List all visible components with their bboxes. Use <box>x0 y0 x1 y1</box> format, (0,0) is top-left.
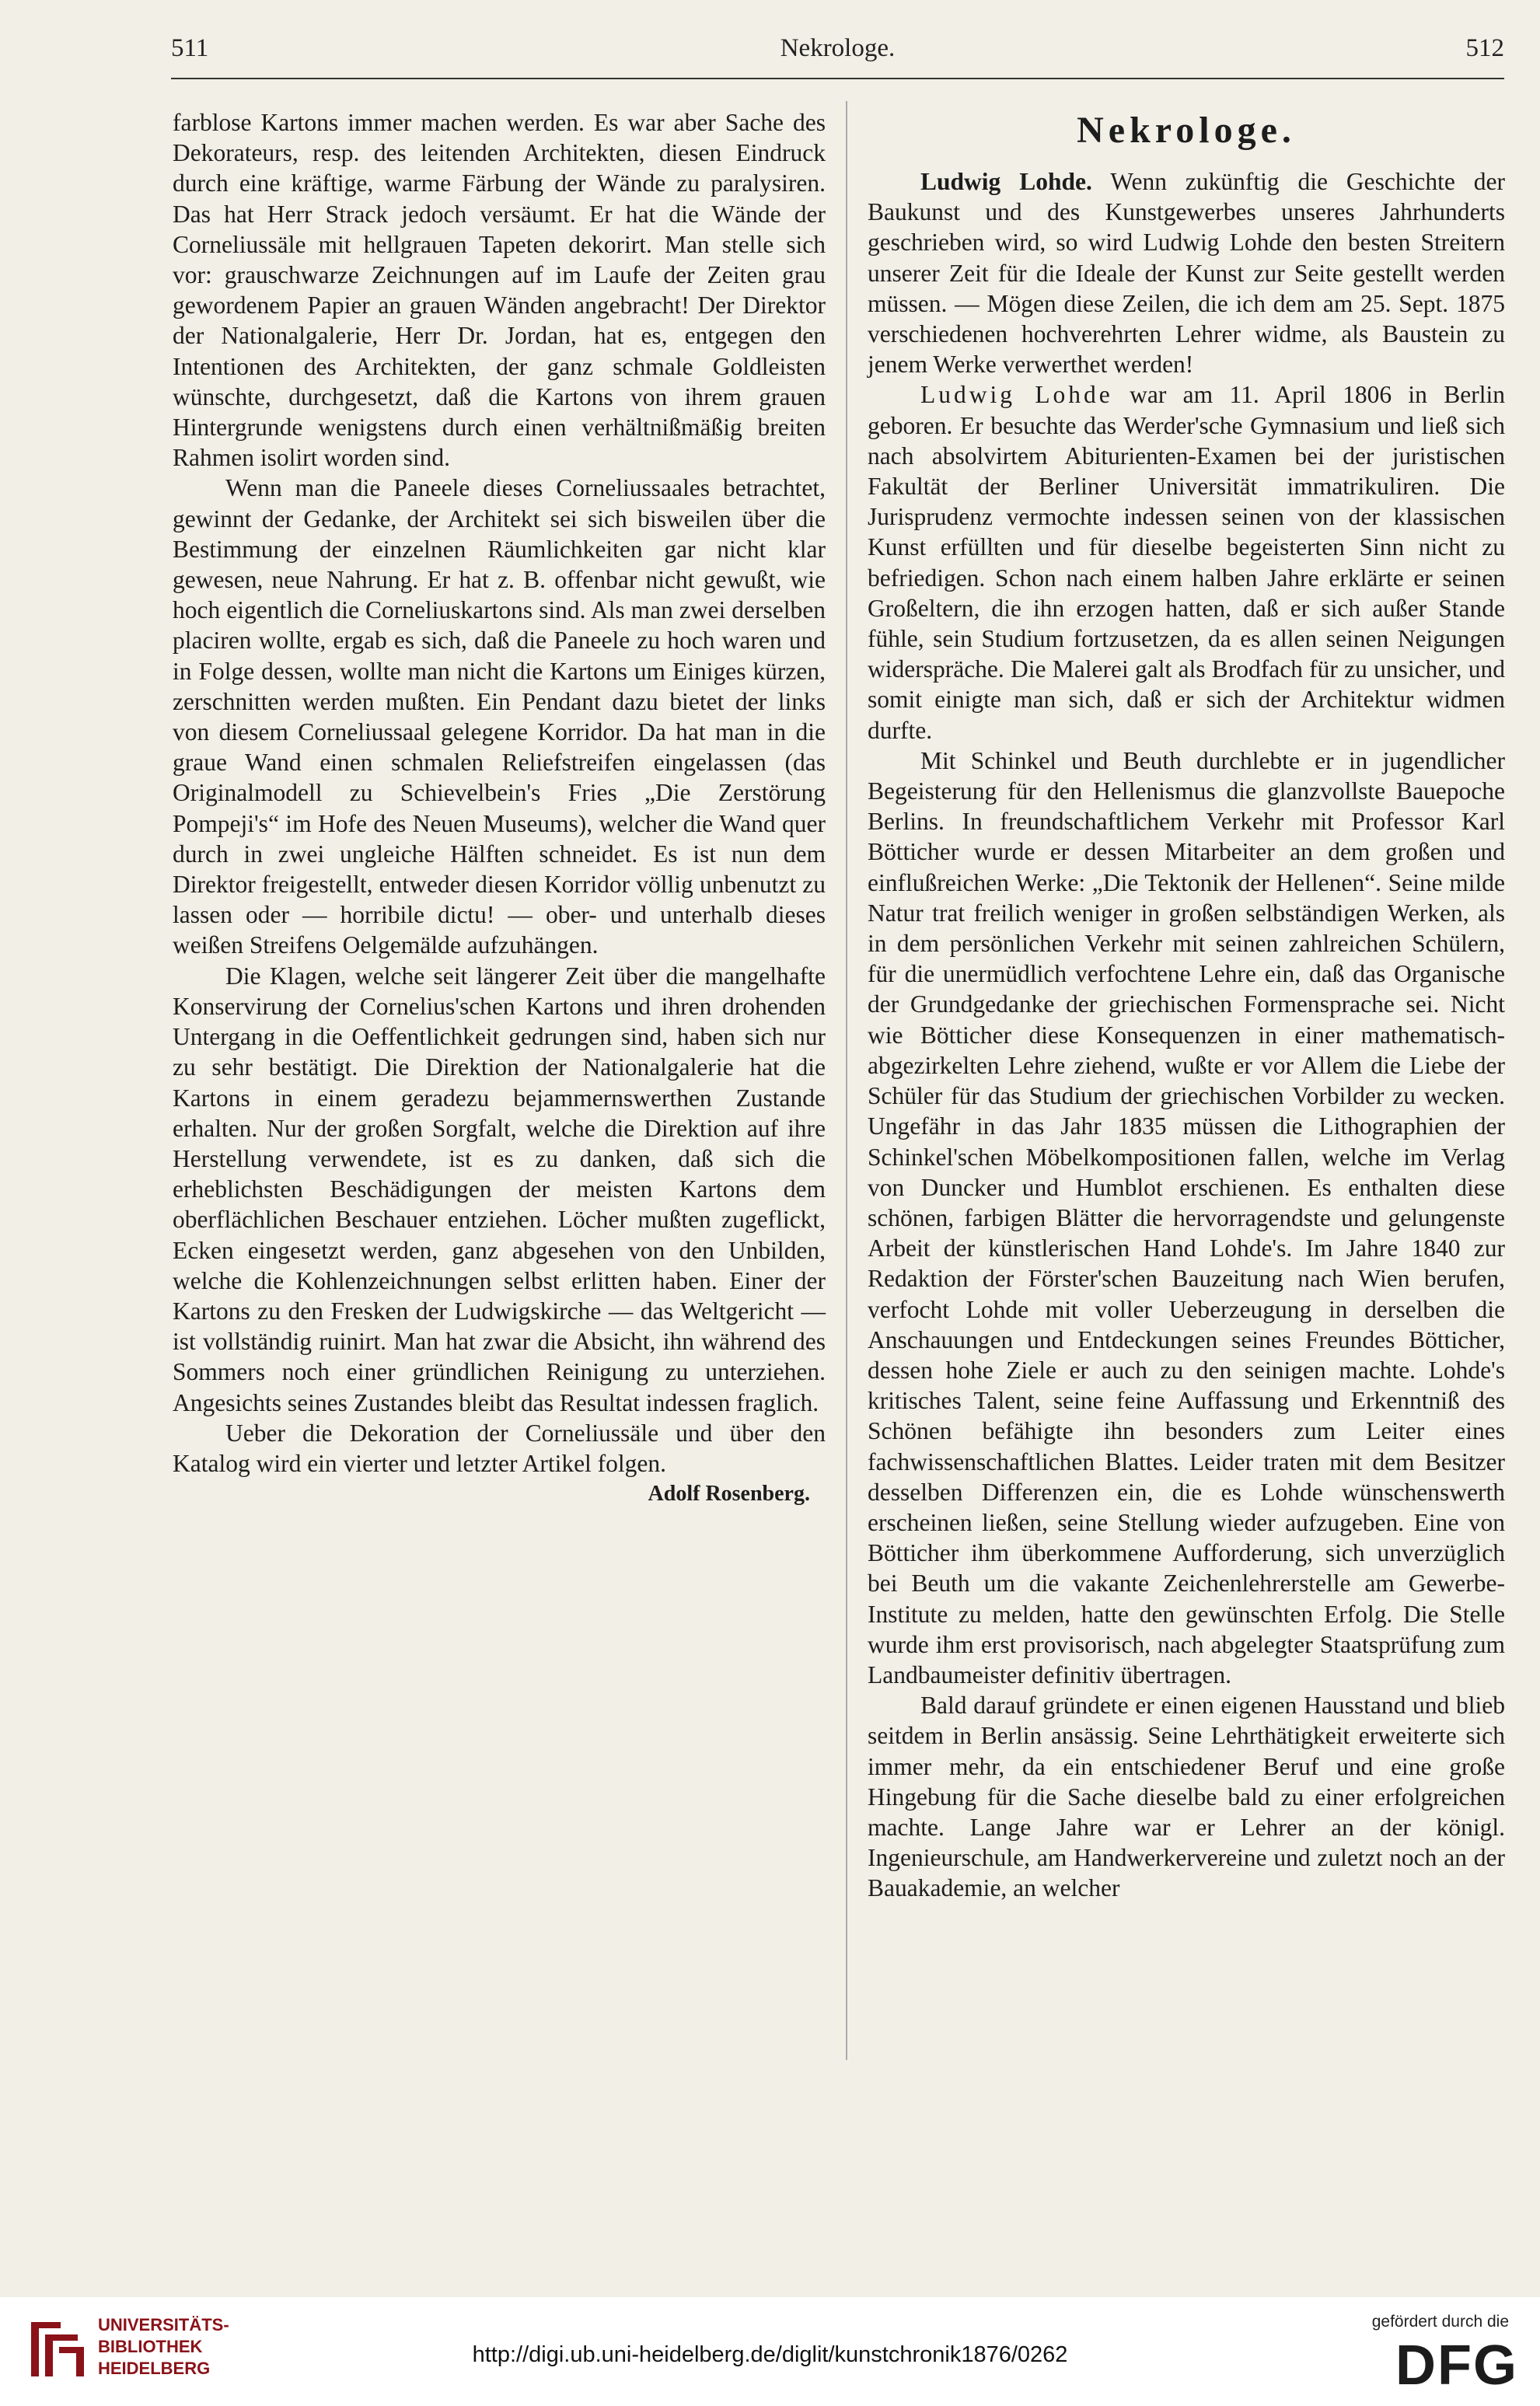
right-paragraph-1 <box>868 166 1505 379</box>
dfg-logo: DFG <box>1395 2334 1518 2397</box>
right-paragraph-2 <box>868 379 1505 745</box>
left-paragraph-4: Ueber die Dekoration der Corneliussäle und über den Katalog wird ein vierter und letzter Artikel folgen. <box>173 1419 826 1477</box>
left-paragraph-2: Wenn man die Paneele dieses Corneliussaales betrachtet, gewinnt der Gedanke, der Architekt sei sich bisweilen über die Bestimmung der einzelnen Räumlichkeiten gar nicht klar gewesen, neue Nahrung. Er hat z. B. offenbar nicht gewußt, wie hoch eigentlich die Corneliuskartons sind. Als man zwei derselben placiren wollte, ergab es sich, daß die Paneele zu hoch waren und in Folge dessen, wollte man nicht die Kartons um Einiges kürzen, zerschnitten werden mußten. Ein Pendant dazu bietet der links von diesem Corneliussaal gelegene Korridor. Da hat man in die graue Wand einen schmalen Reliefstreifen eingelassen (das Originalmodell zu Schievelbein's Fries „Die Zerstörung Pompeji's“ im Hofe des Neuen Museums), welcher die Wand quer durch in zwei ungleiche Hälften schneidet. Es ist nun dem Direktor freigestellt, entweder diesen Korridor völlig unbenutzt zu lassen oder — horribile dictu! — ober- und unterhalb dieses weißen Streifens Oelgemälde aufzuhängen. <box>173 474 826 959</box>
right-paragraph-1-text: Wenn zukünftig die Geschichte der Baukunst und des Kunstgewerbes unseres Jahrhunderts geschrieben wird, so wird Ludwig Lohde den besten Streitern unserer Zeit für die Ideale der Kunst zur Seite gestellt werden müssen. — Mögen diese Zeilen, die ich dem am 25. Sept. 1875 verschiedenen hochverehrten Lehrer widme, als Baustein zu jenem Werke verwerthet werden! <box>868 168 1506 379</box>
running-head <box>171 28 1504 75</box>
page-number-right: 512 <box>1465 34 1504 62</box>
obituary-name: Ludwig Lohde. <box>920 168 1092 195</box>
left-paragraph-1: farblose Kartons immer machen werden. Es war aber Sache des Dekorateurs, resp. des leitenden Architekten, diesen Eindruck durch eine kräftige, warme Färbung der Wände zu paralysiren. Das hat Herr Strack jedoch versäumt. Er hat die Wände der Corneliussäle mit hellgrauen Tapeten dekorirt. Man stelle sich vor: grauschwarze Zeichnungen auf im Laufe der Zeiten grau gewordenem Papier an grauen Wänden angebracht! Der Direktor der Nationalgalerie, Herr Dr. Jordan, hat es, entgegen den Intentionen des Architekten, der ganz schmale Goldleisten wünschte, durchgesetzt, daß die Kartons von ihrem grauen Hintergrunde wenigstens durch einen verhältnißmäßig breiten Rahmen isolirt worden sind. <box>173 109 826 472</box>
right-column <box>868 107 1505 1904</box>
library-line-1: UNIVERSITÄTS- <box>98 2315 229 2334</box>
author-signature: Adolf Rosenberg. <box>648 1482 810 1507</box>
running-title: Nekrologe. <box>780 34 896 62</box>
header-rule <box>171 78 1504 79</box>
right-paragraph-4: Bald darauf gründete er einen eigenen Hausstand und blieb seitdem in Berlin ansässig. Seine Lehrthätigkeit erweiterte sich immer mehr, da ein entschiedener Beruf und eine große Hingebung für die Sache dieselbe bald zu einer erfolgreichen machte. Lange Jahre war er Lehrer an der königl. Ingenieurschule, am Handwerkervereine und zuletzt noch an der Bauakademie, an welcher <box>868 1692 1505 1902</box>
funded-by-label: gefördert durch die <box>1371 2313 1509 2331</box>
footer-bar <box>0 2297 1540 2406</box>
section-title: Nekrologe. <box>1077 110 1296 151</box>
library-line-3: HEIDELBERG <box>98 2359 211 2378</box>
spaced-name: Ludwig Lohde <box>920 381 1113 409</box>
column-divider <box>846 101 847 2060</box>
left-paragraph-3: Die Klagen, welche seit längerer Zeit über die mangelhafte Konservirung der Cornelius'schen Kartons und ihren drohenden Untergang in die Oeffentlichkeit gedrungen sind, haben sich nur zu sehr bestätigt. Die Direktion der Nationalgalerie hat die Kartons in einem geradezu bejammernswerthen Zustande erhalten. Nur der großen Sorgfalt, welche die Direktion auf ihre Herstellung verwendete, ist es zu danken, daß sich die erheblichsten Beschädigungen der meisten Kartons dem oberflächlichen Beschauer entziehen. Löcher mußten zugeflickt, Ecken eingesetzt werden, ganz abgesehen von den Unbilden, welche die Kohlenzeichnungen selbst erlitten haben. Einer der Kartons zu den Fresken der Ludwigskirche — das Weltgericht — ist vollständig ruinirt. Man hat zwar die Absicht, ihn während des Sommers noch einer gründlichen Reinigung zu unterziehen. Angesichts seines Zustandes bleibt das Resultat indessen fraglich. <box>173 962 826 1416</box>
permalink-url[interactable]: http://digi.ub.uni-heidelberg.de/diglit/kunstchronik1876/0262 <box>472 2342 1068 2367</box>
right-paragraph-3: Mit Schinkel und Beuth durchlebte er in jugendlicher Begeisterung für den Hellenismus die glanzvollste Bauepoche Berlins. In freundschaftlichem Verkehr mit Professor Karl Bötticher wurde er dessen Mitarbeiter an dem großen und einflußreichen Werke: „Die Tektonik der Hellenen“. Seine milde Natur trat freilich weniger in großen selbständigen Werken, als in dem persönlichen Verkehr mit seinen zahlreichen Schülern, für die unermüdlich verfochtene Lehre ein, daß das Organische der Grundgedanke der griechischen Formensprache sei. Nicht wie Bötticher diese Konsequenzen in einer mathematisch-abgezirkelten Lehre ziehend, wußte er vor Allem die Liebe der Schüler für das Studium der griechischen Vorbilder zu wecken. Ungefähr in das Jahr 1835 müssen die Lithographien der Schinkel'schen Möbelkompositionen fallen, welche im Verlag von Duncker und Humblot erschienen. Es enthalten diese schönen, farbigen Blätter die hervorragendste und gelungenste Arbeit der künstlerischen Hand Lohde's. Im Jahre 1840 zur Redaktion der Förster'schen Bauzeitung nach Wien berufen, verfocht Lohde mit voller Ueberzeugung in derselben die Anschauungen und Entdeckungen seines Freundes Bötticher, dessen hohe Ziele er auch zu den seinigen machte. Lohde's kritisches Talent, seine feine Auffassung und Erkenntniß des Schönen befähigte ihn besonders zum Leiter eines fachwissenschaftlichen Blattes. Leider traten mit dem Besitzer desselben Differenzen ein, die es Lohde wünschenswerth erscheinen ließen, seine Stellung wieder aufzugeben. Eine von Bötticher ihm überkommene Aufforderung, sich unverzüglich bei Beuth um die vakante Zeichenlehrerstelle am Gewerbe-Institute zu melden, hatte den gewünschten Erfolg. Die Stelle wurde ihm erst provisorisch, nach abgelegter Staatsprüfung zum Landbaumeister definitiv übertragen. <box>868 746 1505 1688</box>
library-line-2: BIBLIOTHEK <box>98 2337 203 2356</box>
left-column <box>173 107 826 1509</box>
right-paragraph-2-text: war am 11. April 1806 in Berlin geboren. Er besuchte das Werder'sche Gymnasium und ließ sich nach absolvirtem Abiturienten-Examen bei der juristischen Fakultät der Berliner Universität immatrikuliren. Die Jurisprudenz vermochte indessen seinen von der klassischen Kunst erfüllten und für dieselbe begeisterten Sinn nicht zu befriedigen. Schon nach einem halben Jahre erklärte er seinen Großeltern, die ihn erzogen hatten, daß er sich außer Stande fühle, sein Studium fortzusetzen, da es allen seinen Neigungen widerspräche. Die Malerei galt als Brodfach für zu unsicher, und somit einigte man sich, daß er sich der Architektur widmen durfte. <box>868 381 1505 744</box>
page-number-left: 511 <box>171 34 209 62</box>
